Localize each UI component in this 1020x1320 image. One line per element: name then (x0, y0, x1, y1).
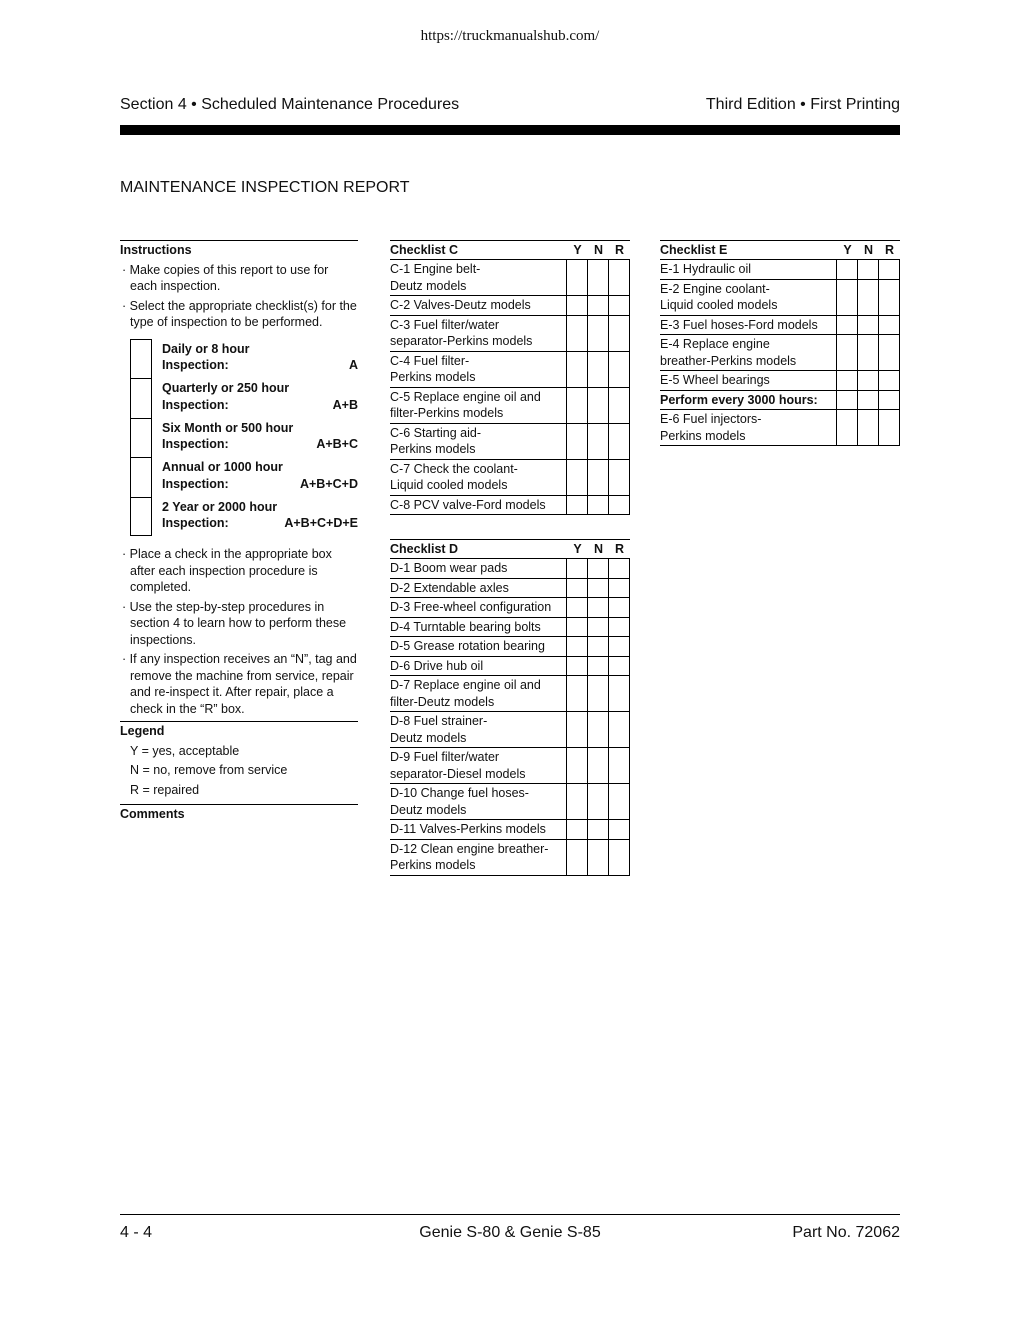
column-y: Y (843, 242, 852, 257)
column-y: Y (573, 541, 582, 556)
checklist-row (390, 352, 630, 388)
checklist-row (660, 371, 900, 391)
checkbox-y[interactable] (836, 280, 857, 315)
inspection-name: Quarterly or 250 hour (162, 381, 290, 395)
checklist-item-label: E-6 Fuel injectors- Perkins models (660, 412, 762, 443)
header-edition: Third Edition • First Printing (705, 96, 900, 113)
checkbox-r[interactable] (608, 496, 630, 515)
checkbox-n[interactable] (587, 388, 608, 423)
legend-item: Y = yes, acceptable (130, 743, 240, 758)
inspection-checkbox[interactable] (130, 497, 152, 537)
inspection-code: A (348, 358, 358, 372)
checklist-title: Checklist C (390, 242, 459, 257)
checklist-item-label: E-1 Hydraulic oil (660, 262, 752, 276)
inspection-row (130, 339, 358, 379)
checkbox-y[interactable] (566, 559, 587, 578)
checkbox-n[interactable] (587, 559, 608, 578)
checklist-row (390, 820, 630, 840)
instruction-bullet: · If any inspection receives an “N”, tag and remove the machine from service, repair and re-inspect it. After repair, place a check in the “R” box. (122, 652, 357, 716)
checkbox-n[interactable] (587, 657, 608, 676)
checkbox-r[interactable] (878, 260, 900, 279)
inspection-name: Six Month or 500 hour (162, 420, 294, 435)
checkbox-r[interactable] (608, 460, 630, 495)
checklist-e (660, 240, 900, 446)
inspection-schedule (130, 339, 358, 537)
checkbox-y[interactable] (566, 296, 587, 315)
checkbox-r[interactable] (608, 352, 630, 387)
checklist-title: Checklist E (660, 242, 728, 257)
checklist-item-label: C-7 Check the coolant- Liquid cooled models (390, 461, 518, 492)
checklist-item-label: C-2 Valves-Deutz models (390, 298, 531, 312)
comments-heading: Comments (120, 804, 358, 823)
checklist-item-label: E-5 Wheel bearings (660, 373, 770, 387)
checklist-row (660, 260, 900, 280)
checkbox-y[interactable] (836, 371, 857, 390)
checklist-row (660, 316, 900, 336)
inspection-name: 2 Year or 2000 hour (162, 499, 278, 514)
checkbox-n[interactable] (587, 260, 608, 295)
checklist-row (390, 559, 630, 579)
inspection-checkbox[interactable] (130, 378, 152, 418)
checklist-item-label: C-5 Replace engine oil and filter-Perkins models (390, 389, 541, 420)
legend-item: N = no, remove from service (130, 763, 288, 777)
checklist-item-label: D-11 Valves-Perkins models (390, 822, 546, 836)
checkbox-n[interactable] (587, 712, 608, 747)
checklist-item-label: D-1 Boom wear pads (390, 561, 508, 575)
checklist-header (660, 240, 900, 260)
checkbox-n[interactable] (857, 280, 878, 315)
checklist-item-label: C-1 Engine belt- Deutz models (390, 262, 481, 293)
checkbox-n[interactable] (587, 748, 608, 783)
checkbox-y[interactable] (836, 260, 857, 279)
checkbox-y[interactable] (566, 820, 587, 839)
checklist-item-label: D-10 Change fuel hoses- Deutz models (390, 786, 529, 817)
checkbox-r[interactable] (608, 388, 630, 423)
checkbox-n[interactable] (587, 316, 608, 351)
checkbox-n[interactable] (587, 598, 608, 617)
checklist-item-label: E-2 Engine coolant- Liquid cooled models (660, 281, 778, 312)
checklist-row (390, 748, 630, 784)
checklist-row (390, 840, 630, 876)
checkbox-n[interactable] (587, 424, 608, 459)
column-y: Y (573, 242, 582, 257)
checkbox-r[interactable] (608, 820, 630, 839)
checkbox-y[interactable] (566, 637, 587, 656)
checkbox-n[interactable] (587, 352, 608, 387)
checkbox-y[interactable] (566, 388, 587, 423)
checkbox-r[interactable] (608, 712, 630, 747)
checkbox-y[interactable] (566, 316, 587, 351)
checklist-item-label: D-12 Clean engine breather- Perkins models (390, 841, 549, 872)
checkbox-n[interactable] (857, 391, 878, 410)
checkbox-n[interactable] (857, 410, 878, 445)
checkbox-r[interactable] (878, 391, 900, 410)
instructions-heading: Instructions (120, 240, 358, 259)
inspection-label: Inspection: (162, 358, 229, 372)
checkbox-r[interactable] (878, 371, 900, 390)
checkbox-r[interactable] (878, 410, 900, 445)
checkbox-r[interactable] (608, 579, 630, 598)
checklist-header (390, 539, 630, 559)
checkbox-y[interactable] (566, 712, 587, 747)
checklist-row (390, 388, 630, 424)
checklist-row (390, 316, 630, 352)
checkbox-r[interactable] (608, 598, 630, 617)
inspection-name: Annual or 1000 hour (162, 460, 283, 474)
checklist-row (660, 280, 900, 316)
inspection-code: A+B+C+D+E (284, 516, 358, 530)
column-r: R (614, 242, 625, 257)
checkbox-r[interactable] (608, 637, 630, 656)
checklist-header (390, 240, 630, 260)
inspection-checkbox[interactable] (130, 339, 152, 379)
inspection-row (130, 457, 358, 497)
inspection-code: A+B (332, 397, 358, 412)
checkbox-y[interactable] (566, 676, 587, 711)
checklist-row (390, 657, 630, 677)
checklist-item-label: D-5 Grease rotation bearing (390, 639, 545, 653)
checkbox-n[interactable] (857, 335, 878, 370)
checkbox-r[interactable] (608, 618, 630, 637)
column-n: N (593, 541, 604, 556)
checkbox-n[interactable] (857, 371, 878, 390)
inspection-label: Inspection: (162, 516, 229, 530)
checklist-item-label: E-4 Replace engine breather-Perkins models (660, 337, 797, 368)
checkbox-r[interactable] (878, 335, 900, 370)
inspection-code: A+B+C+D (299, 476, 358, 491)
checkbox-n[interactable] (857, 260, 878, 279)
checklist-c (390, 240, 630, 515)
checkbox-r[interactable] (608, 840, 630, 875)
checkbox-y[interactable] (566, 496, 587, 515)
instruction-bullet: · Place a check in the appropriate box after each inspection procedure is completed. (122, 547, 332, 594)
checkbox-n[interactable] (587, 618, 608, 637)
column-n: N (863, 242, 874, 257)
checklist-item-label: D-8 Fuel strainer- Deutz models (390, 714, 488, 745)
checkbox-y[interactable] (836, 316, 857, 335)
checklist-item-label: D-3 Free-wheel configuration (390, 600, 552, 614)
source-url[interactable]: https://truckmanualshub.com/ (420, 28, 600, 44)
checkbox-r[interactable] (608, 296, 630, 315)
checklist-row (390, 579, 630, 599)
checkbox-y[interactable] (566, 260, 587, 295)
checklist-row (660, 410, 900, 446)
checkbox-n[interactable] (587, 820, 608, 839)
checklist-row (390, 424, 630, 460)
checklist-item-label: D-7 Replace engine oil and filter-Deutz models (390, 678, 541, 709)
inspection-row (130, 497, 358, 537)
header-rule (120, 125, 900, 135)
footer-model: Genie S-80 & Genie S-85 (419, 1224, 601, 1241)
checkbox-n[interactable] (587, 296, 608, 315)
checklist-row (660, 335, 900, 371)
footer-rule (120, 1214, 900, 1215)
instructions-column (120, 240, 358, 823)
checkbox-n[interactable] (587, 676, 608, 711)
checkbox-y[interactable] (566, 424, 587, 459)
checkbox-n[interactable] (587, 840, 608, 875)
checkbox-n[interactable] (587, 496, 608, 515)
inspection-row (130, 378, 358, 418)
checkbox-y[interactable] (566, 657, 587, 676)
checklist-row (390, 676, 630, 712)
checkbox-y[interactable] (836, 391, 857, 410)
checkbox-n[interactable] (587, 637, 608, 656)
checklist-row (390, 712, 630, 748)
checklist-item-label: C-4 Fuel filter- Perkins models (390, 353, 476, 384)
checklist-item-label: E-3 Fuel hoses-Ford models (660, 317, 818, 332)
checkbox-y[interactable] (566, 840, 587, 875)
checklist-row (390, 260, 630, 296)
checkbox-y[interactable] (566, 618, 587, 637)
checklist-item-label: C-3 Fuel filter/water separator-Perkins models (390, 317, 533, 348)
header-section-title: Section 4 • Scheduled Maintenance Procedures (120, 96, 460, 113)
checkbox-r[interactable] (608, 316, 630, 351)
column-r: R (884, 242, 895, 257)
checklist-item-label: C-8 PCV valve-Ford models (390, 497, 546, 512)
checklist-title: Checklist D (390, 541, 459, 556)
checkbox-r[interactable] (878, 280, 900, 315)
checkbox-y[interactable] (566, 748, 587, 783)
page-number: 4 - 4 (120, 1224, 153, 1241)
checkbox-n[interactable] (587, 784, 608, 819)
inspection-code: A+B+C (316, 437, 358, 451)
checkbox-y[interactable] (566, 460, 587, 495)
inspection-checkbox[interactable] (130, 418, 152, 458)
checkbox-r[interactable] (608, 748, 630, 783)
checklist-item-label: D-4 Turntable bearing bolts (390, 619, 541, 634)
inspection-checkbox[interactable] (130, 457, 152, 497)
checklist-d (390, 539, 630, 876)
checklist-row (390, 460, 630, 496)
checklist-row (390, 784, 630, 820)
instruction-bullet: · Use the step-by-step procedures in section 4 to learn how to perform these inspections. (122, 599, 347, 647)
checkbox-r[interactable] (608, 676, 630, 711)
checklist-row (390, 496, 630, 516)
inspection-label: Inspection: (162, 476, 229, 491)
inspection-row (130, 418, 358, 458)
column-r: R (614, 541, 625, 556)
legend-item: R = repaired (130, 782, 200, 797)
legend-heading: Legend (120, 721, 358, 740)
instruction-bullet: · Make copies of this report to use for each inspection. (122, 262, 329, 293)
page-title: MAINTENANCE INSPECTION REPORT (120, 179, 410, 196)
checkbox-n[interactable] (587, 579, 608, 598)
checklist-item-label: D-9 Fuel filter/water separator-Diesel models (390, 750, 526, 781)
checklist-row (390, 296, 630, 316)
checkbox-r[interactable] (878, 316, 900, 335)
checklist-row (390, 598, 630, 618)
inspection-label: Inspection: (162, 397, 229, 412)
checklist-item-label: D-2 Extendable axles (390, 580, 509, 595)
checkbox-y[interactable] (566, 579, 587, 598)
checkbox-y[interactable] (566, 784, 587, 819)
checklist-row (390, 637, 630, 657)
checkbox-r[interactable] (608, 784, 630, 819)
checkbox-y[interactable] (836, 335, 857, 370)
checkbox-r[interactable] (608, 260, 630, 295)
checklist-row (660, 391, 900, 411)
checkbox-r[interactable] (608, 657, 630, 676)
checkbox-y[interactable] (836, 410, 857, 445)
inspection-label: Inspection: (162, 437, 229, 451)
instruction-bullet: · Select the appropriate checklist(s) for the type of inspection to be performed. (122, 298, 357, 329)
checkbox-n[interactable] (857, 316, 878, 335)
checkbox-r[interactable] (608, 559, 630, 578)
checklist-item-label: Perform every 3000 hours: (660, 392, 818, 407)
part-number: Part No. 72062 (792, 1224, 900, 1241)
checkbox-y[interactable] (566, 352, 587, 387)
checkbox-r[interactable] (608, 424, 630, 459)
checklist-item-label: C-6 Starting aid- Perkins models (390, 425, 482, 456)
checklist-item-label: D-6 Drive hub oil (390, 658, 484, 673)
checklist-row (390, 618, 630, 638)
inspection-name: Daily or 8 hour (162, 341, 250, 356)
checkbox-n[interactable] (587, 460, 608, 495)
checkbox-y[interactable] (566, 598, 587, 617)
column-n: N (593, 242, 604, 257)
